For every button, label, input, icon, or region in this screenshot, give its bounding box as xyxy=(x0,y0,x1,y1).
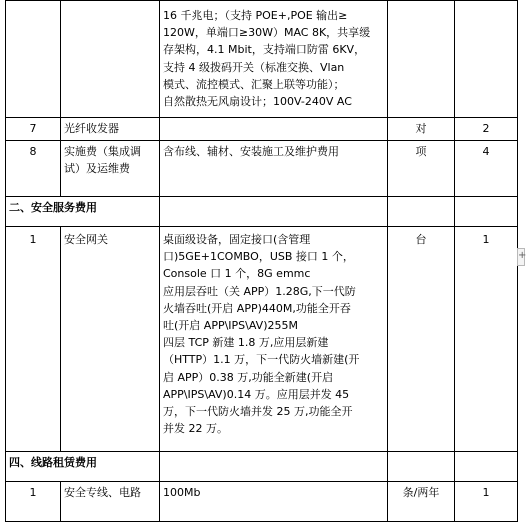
quotation-table xyxy=(5,0,518,522)
section-row xyxy=(6,452,518,482)
cell-empty xyxy=(388,452,455,482)
table-row-continued xyxy=(6,1,518,118)
table-row xyxy=(6,118,518,141)
cell-name xyxy=(61,1,160,118)
cell-unit: 项 xyxy=(388,141,455,197)
cell-qty: 1 xyxy=(455,227,518,452)
cell-name: 安全专线、电路 xyxy=(61,482,160,522)
cell-empty xyxy=(160,197,388,227)
description-line: 吐(开启 APP\IPS\AV)255M xyxy=(163,319,298,333)
description-line: 模式、流控模式、汇聚上联等功能）； xyxy=(163,77,345,91)
description-line: （HTTP）1.1 万，下一代防火墙新建(开 xyxy=(163,353,360,367)
cell-qty: 2 xyxy=(455,118,518,141)
cell-no: 1 xyxy=(6,482,61,522)
description-line: 桌面级设备，固定接口(含管理 xyxy=(163,233,311,246)
description-line: 口)5GE+1COMBO，USB 接口 1 个， xyxy=(163,250,354,264)
cell-description xyxy=(160,227,388,452)
cell-description: 含布线、辅材、安装施工及维护费用 xyxy=(160,141,388,197)
description-line: 并发 22 万。 xyxy=(163,422,228,436)
document-page xyxy=(5,0,517,522)
description-line: 火墙吞吐(开启 APP)440M,功能全开吞 xyxy=(163,301,351,315)
description-line: 支持 4 级拨码开关（标准交换、Vlan xyxy=(163,60,345,74)
section-row xyxy=(6,197,518,227)
cell-empty xyxy=(388,197,455,227)
description-line: 存架构，4.1 Mbit，支持端口防雷 6KV， xyxy=(163,43,366,57)
table-row xyxy=(6,227,518,452)
cell-no: 8 xyxy=(6,141,61,197)
cell-empty xyxy=(455,452,518,482)
table-row xyxy=(6,482,518,522)
cell-no xyxy=(6,1,61,118)
description-line: 启 APP）0.38 万,功能全新建(开启 xyxy=(163,370,334,384)
description-line: 16 千兆电；（支持 POE+,POE 输出≥ xyxy=(163,9,348,22)
cell-description: 100Mb xyxy=(160,482,388,522)
cell-no: 7 xyxy=(6,118,61,141)
cell-qty xyxy=(455,1,518,118)
cell-unit xyxy=(388,1,455,118)
description-line: 自然散热无风扇设计；100V-240V AC xyxy=(163,95,352,109)
table-row xyxy=(6,141,518,197)
cell-no: 1 xyxy=(6,227,61,452)
cell-qty: 1 xyxy=(455,482,518,522)
cell-description xyxy=(160,1,388,118)
cell-name: 安全网关 xyxy=(61,227,160,452)
cell-unit: 台 xyxy=(388,227,455,452)
cell-empty xyxy=(455,197,518,227)
description-line: 应用层吞吐（关 APP）1.28G,下一代防 xyxy=(163,284,356,298)
cell-description xyxy=(160,118,388,141)
description-line: 四层 TCP 新建 1.8 万,应用层新建 xyxy=(163,336,329,350)
cell-qty: 4 xyxy=(455,141,518,197)
cell-empty xyxy=(160,452,388,482)
description-line: 120W，单端口≥30W）MAC 8K，共享缓 xyxy=(163,26,371,40)
cell-unit: 对 xyxy=(388,118,455,141)
description-line: Console 口 1 个，8G emmc xyxy=(163,267,311,281)
section-title: 四、线路租赁费用 xyxy=(6,452,160,482)
cell-name: 实施费（集成调试）及运维费 xyxy=(61,141,160,197)
cell-name: 光纤收发器 xyxy=(61,118,160,141)
description-line: APP\IPS\AV)0.14 万。应用层并发 45 xyxy=(163,387,350,401)
table-move-handle[interactable]: + xyxy=(517,248,525,266)
section-title: 二、安全服务费用 xyxy=(6,197,160,227)
description-line: 万，下一代防火墙并发 25 万,功能全开 xyxy=(163,405,353,419)
cell-unit: 条/两年 xyxy=(388,482,455,522)
